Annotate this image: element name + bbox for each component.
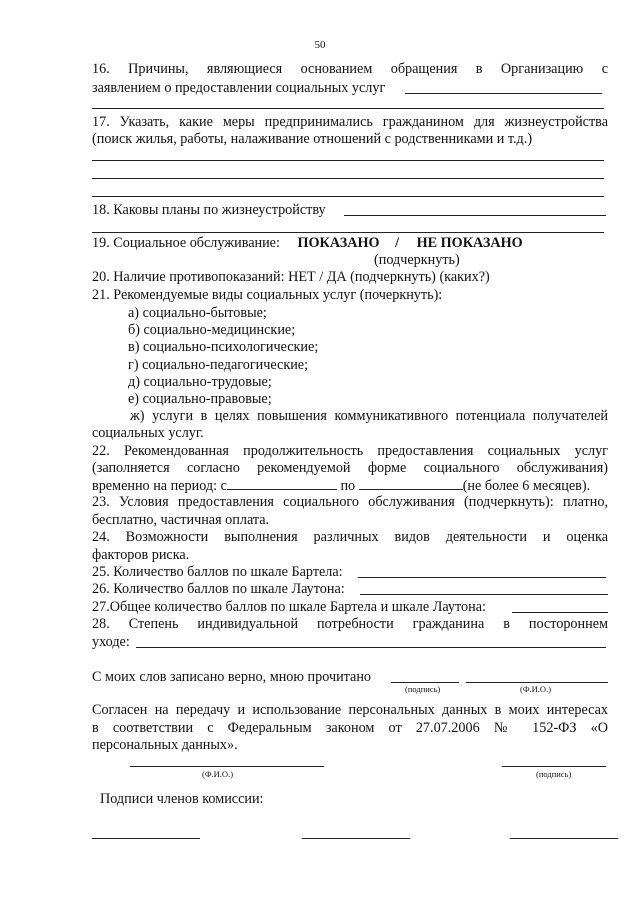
page-number: 50: [314, 39, 326, 51]
fio-caption: (Ф.И.О.): [520, 684, 552, 694]
item-17-line2: (поиск жилья, работы, налаживание отношений с родственниками и т.д.): [92, 131, 533, 147]
consent-line1: Согласен на передачу и использование персональных данных в моих интересах: [92, 702, 608, 718]
item-19-separator: /: [395, 235, 400, 251]
signature-field: [391, 682, 459, 683]
consent-fio-caption: (Ф.И.О.): [202, 769, 234, 779]
item-28-line2: уходе:: [92, 634, 130, 650]
item-16-line1: 16. Причины, являющиеся основанием обращения в Организацию с: [92, 61, 608, 77]
consent-fio-field: [130, 766, 324, 767]
item-25-fill-line: [358, 577, 606, 578]
item-22-from-field: [227, 477, 337, 490]
item-17-blank-line-2: [92, 178, 604, 179]
item-24-line1: 24. Возможности выполнения различных видов деятельности и оценка: [92, 529, 608, 545]
consent-line3: персональных данных».: [92, 737, 238, 753]
commission-signature-1: [92, 838, 200, 839]
item-17-blank-line-3: [92, 196, 604, 197]
item-18-fill-line: [344, 215, 606, 216]
item-18-blank-line: [92, 232, 604, 233]
item-21-option-a: а) социально-бытовые;: [128, 305, 267, 321]
item-20: 20. Наличие противопоказаний: НЕТ / ДА (подчеркнуть) (каких?): [92, 269, 490, 285]
item-25: 25. Количество баллов по шкале Бартела:: [92, 564, 343, 580]
item-24-line2: факторов риска.: [92, 547, 190, 563]
item-27-fill-line: [512, 612, 608, 613]
item-22-line3: [92, 477, 608, 495]
item-16-fill-line: [405, 93, 602, 94]
item-26-fill-line: [360, 594, 608, 595]
item-23-line2: бесплатно, частичная оплата.: [92, 512, 270, 528]
item-17-blank-line-1: [92, 160, 604, 161]
commission-label: Подписи членов комиссии:: [100, 791, 264, 807]
item-16-line2: заявлением о предоставлении социальных услуг: [92, 80, 386, 96]
item-17-line1: 17. Указать, какие меры предпринимались гражданином для жизнеустройства: [92, 114, 608, 130]
item-22-line2: (заполняется согласно рекомендуемой форме социального обслуживания): [92, 460, 608, 476]
item-22-period-from: временно на период: с: [92, 478, 227, 494]
item-22-period-to: по: [340, 478, 356, 494]
written-correctly: С моих слов записано верно, мною прочитано: [92, 669, 372, 685]
consent-line2: в соответствии с Федеральным законом от 27.07.2006 № 152-ФЗ «О: [92, 720, 608, 736]
item-21-option-b: б) социально-медицинские;: [128, 322, 296, 338]
consent-signature-caption: (подпись): [536, 769, 572, 779]
item-28-fill-line: [136, 647, 606, 648]
item-26: 26. Количество баллов по шкале Лаутона:: [92, 581, 345, 597]
item-18: 18. Каковы планы по жизнеустройству: [92, 202, 326, 218]
item-28-line1: 28. Степень индивидуальной потребности гражданина в постороннем: [92, 616, 608, 632]
item-21: 21. Рекомендуемые виды социальных услуг (почеркнуть):: [92, 287, 443, 303]
item-19-hint: (подчеркнуть): [374, 252, 460, 268]
commission-signature-3: [510, 838, 618, 839]
item-22-line1: 22. Рекомендованная продолжительность предоставления социальных услуг: [92, 443, 608, 459]
signature-caption: (подпись): [405, 684, 441, 694]
item-19-shown: ПОКАЗАНО: [297, 235, 380, 251]
commission-signature-2: [302, 838, 410, 839]
item-21-option-f: е) социально-правовые;: [128, 391, 272, 407]
item-21-option-e: д) социально-трудовые;: [128, 374, 272, 390]
item-21-option-zh-line1: ж) услуги в целях повышения коммуникативного потенциала получателей: [130, 408, 608, 424]
item-23-line1: 23. Условия предоставления социального обслуживания (подчеркнуть): платно,: [92, 494, 608, 510]
item-22-to-field: [359, 477, 463, 490]
item-19: [92, 235, 608, 252]
item-19-not-shown: НЕ ПОКАЗАНО: [416, 235, 523, 251]
item-21-option-c: в) социально-психологические;: [128, 339, 319, 355]
item-21-option-zh-line2: социальных услуг.: [92, 425, 204, 441]
fio-field: [466, 682, 608, 683]
item-21-option-d: г) социально-педагогические;: [128, 357, 309, 373]
consent-signature-field: [502, 766, 606, 767]
item-27: 27.Общее количество баллов по шкале Бартела и шкале Лаутона:: [92, 599, 486, 615]
item-16-blank-line: [92, 108, 604, 109]
item-19-label: 19. Социальное обслуживание:: [92, 235, 280, 251]
item-22-limit: (не более 6 месяцев).: [462, 478, 591, 494]
